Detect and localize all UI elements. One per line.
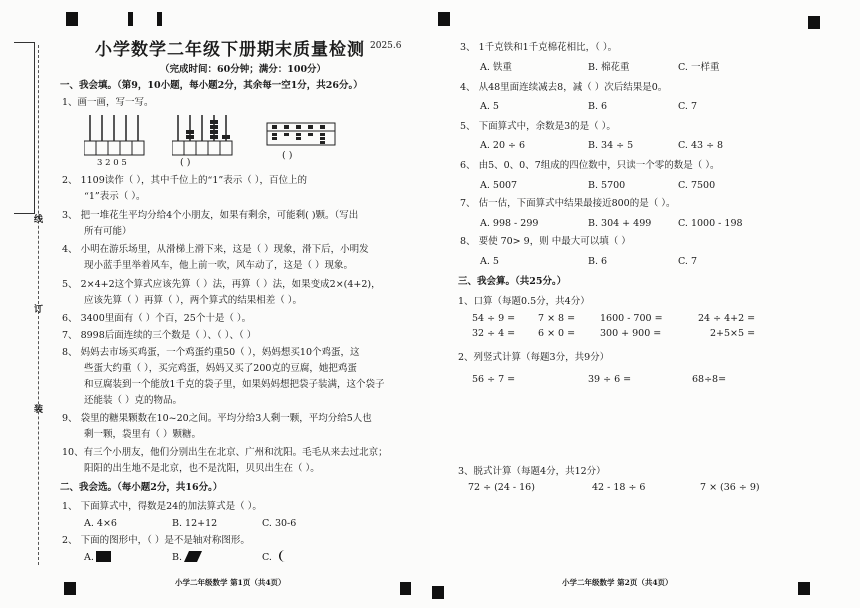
choice-question-4: 4、 从48里面连续减去8，减（ ）次后结果是0。 bbox=[460, 82, 668, 93]
oral-calc-item: 32 ÷ 4 = bbox=[472, 328, 516, 339]
choice-option: C. 43 ÷ 8 bbox=[678, 140, 724, 151]
registration-mark bbox=[66, 12, 78, 26]
step-calc-item: 7 × (36 ÷ 9) bbox=[700, 482, 760, 493]
question-8: 些蛋大约重（ ），买完鸡蛋，妈妈又买了200克的豆腐，她把鸡蛋 bbox=[84, 363, 357, 374]
question-4: 现小蓝手里举着风车，他上前一吹，风车动了，这是（ ）现象。 bbox=[84, 260, 354, 271]
choice-option: A. bbox=[84, 552, 94, 563]
registration-mark bbox=[438, 12, 450, 26]
step-calc-item: 72 ÷ (24 - 16) bbox=[468, 482, 535, 493]
choice-option: C. 7500 bbox=[678, 180, 716, 191]
margin-char: 订 bbox=[34, 305, 44, 315]
choice-option: C. 7 bbox=[678, 101, 698, 112]
choice-option: B. 6 bbox=[588, 256, 608, 267]
margin-char: 线 bbox=[34, 215, 44, 225]
choice-option: C. 一样重 bbox=[678, 62, 720, 73]
oral-calc-item: 54 ÷ 9 = bbox=[472, 313, 516, 324]
choice-option: C. 7 bbox=[678, 256, 698, 267]
choice-option: C. bbox=[262, 552, 272, 563]
choice-option: C. 30-6 bbox=[262, 518, 297, 529]
question-2: 2、 1109读作（ ），其中千位上的“1”表示（ ），百位上的 bbox=[62, 175, 308, 186]
square-shape-icon bbox=[96, 551, 111, 562]
page-footer: 小学二年级数学 第1页（共4页） bbox=[175, 578, 286, 587]
question-9: 剩一颗，袋里有（ ）颗糖。 bbox=[84, 429, 202, 440]
oral-calc-item: 6 × 0 = bbox=[538, 328, 576, 339]
parallelogram-shape-icon bbox=[184, 551, 202, 563]
section-heading: 一、我会填。（第9，10小题，每小题2分，其余每一空1分，共26分。） bbox=[60, 80, 363, 91]
choice-option: B. 12+12 bbox=[172, 518, 218, 529]
choice-question-2: 2、 下面的图形中，（ ）是不是轴对称图形。 bbox=[62, 535, 250, 546]
question-3: 3、 把一堆花生平均分给4个小朋友，如果有剩余，可能剩( )颗。（写出 bbox=[62, 210, 359, 221]
page-footer: 小学二年级数学 第2页（共4页） bbox=[562, 578, 673, 587]
choice-option: B. 5700 bbox=[588, 180, 626, 191]
choice-option: B. bbox=[172, 552, 183, 563]
choice-question-7: 7、 估一估，下面算式中结果最接近800的是（ ）。 bbox=[460, 198, 676, 209]
oral-calc-item: 2+5×5 = bbox=[710, 328, 756, 339]
question-8: 还能装（ ）克的物品。 bbox=[84, 395, 183, 406]
registration-mark bbox=[798, 582, 810, 595]
question-7: 7、 8998后面连续的三个数是（ ）、（ ）、（ ） bbox=[62, 330, 257, 341]
crescent-shape-icon bbox=[274, 549, 288, 563]
question-5: 5、 2×4+2这个算式应该先算（ ）法，再算（ ）法，如果变成2×(4+2)， bbox=[62, 279, 381, 290]
question-5: 应该先算（ ）再算（ ），两个算式的结果相差（ ）。 bbox=[84, 295, 303, 306]
registration-mark bbox=[808, 16, 820, 29]
question-8: 8、 妈妈去市场买鸡蛋，一个鸡蛋约重50（ ），妈妈想买10个鸡蛋，这 bbox=[62, 347, 360, 358]
registration-mark bbox=[400, 582, 411, 595]
abacus-number: 3 2 0 5 bbox=[97, 158, 127, 168]
exam-info: （完成时间：60分钟；满分：100分） bbox=[160, 64, 327, 75]
choice-option: A. 5 bbox=[480, 256, 499, 267]
answer-paren: ( ) bbox=[180, 157, 191, 168]
question-3: 所有可能） bbox=[84, 226, 132, 237]
vertical-calc-item: 39 ÷ 6 = bbox=[588, 374, 632, 385]
registration-mark bbox=[432, 586, 444, 599]
section-heading: 二、我会选。（每小题2分，共16分。） bbox=[60, 482, 223, 493]
question-8: 和豆腐装到一个能放1千克的袋子里，如果妈妈想把袋子装满，这个袋子 bbox=[84, 379, 385, 390]
choice-option: A. 5007 bbox=[480, 180, 518, 191]
right-page bbox=[430, 0, 860, 608]
registration-mark bbox=[128, 12, 133, 26]
choice-question-8: 8、 要使 70> 9，则 中最大可以填（ ） bbox=[460, 236, 631, 247]
margin-char: 装 bbox=[34, 405, 44, 415]
question-6: 6、 3400里面有（ ）个百，25个十是（ ）。 bbox=[62, 313, 252, 324]
choice-option: A. 998 - 299 bbox=[480, 218, 539, 229]
question-4: 4、 小明在游乐场里，从滑梯上滑下来，这是（ ）现象，滑下后，小明发 bbox=[62, 244, 369, 255]
vertical-calc-item: 68÷8= bbox=[692, 374, 727, 385]
choice-question-5: 5、 下面算式中，余数是3的是（ ）。 bbox=[460, 121, 616, 132]
step-calc-heading: 3、脱式计算（每题4分，共12分） bbox=[458, 466, 606, 477]
vertical-calc-item: 56 ÷ 7 = bbox=[472, 374, 516, 385]
choice-question-1: 1、 下面算式中，得数是24的加法算式是（ ）。 bbox=[62, 501, 262, 512]
binding-bracket bbox=[14, 42, 35, 214]
choice-option: C. 1000 - 198 bbox=[678, 218, 743, 229]
step-calc-item: 42 - 18 ÷ 6 bbox=[592, 482, 646, 493]
section-heading: 三、我会算。（共25分。） bbox=[458, 276, 567, 287]
choice-option: A. 5 bbox=[480, 101, 499, 112]
choice-option: B. 6 bbox=[588, 101, 608, 112]
abacus-figure-3 bbox=[266, 117, 338, 151]
vertical-calc-heading: 2、列竖式计算（每题3分，共9分） bbox=[458, 352, 610, 363]
oral-calc-item: 24 ÷ 4+2 = bbox=[698, 313, 756, 324]
choice-option: A. 铁重 bbox=[480, 62, 512, 73]
answer-paren: ( ) bbox=[282, 150, 293, 161]
page-title: 小学数学二年级下册期末质量检测 bbox=[95, 40, 365, 60]
registration-mark bbox=[157, 12, 162, 26]
choice-option: A. 4×6 bbox=[84, 518, 117, 529]
question-10: 10、有三个小朋友，他们分别出生在北京、广州和沈阳。毛毛从来去过北京； bbox=[62, 447, 388, 458]
choice-option: B. 304 + 499 bbox=[588, 218, 652, 229]
oral-calc-item: 300 + 900 = bbox=[600, 328, 662, 339]
choice-option: A. 20 ÷ 6 bbox=[480, 140, 526, 151]
exam-date: 2025.6 bbox=[370, 41, 402, 51]
choice-option: B. 34 ÷ 5 bbox=[588, 140, 634, 151]
oral-calc-item: 1600 - 700 = bbox=[600, 313, 663, 324]
choice-question-6: 6、 由5、0、0、7组成的四位数中，只读一个零的数是（ ）。 bbox=[460, 160, 720, 171]
question-2: “1”表示（ ）。 bbox=[84, 191, 146, 202]
oral-calc-item: 7 × 8 = bbox=[538, 313, 576, 324]
question-10: 阳阳的出生地不是北京，也不是沈阳，贝贝出生在（ ）。 bbox=[84, 463, 320, 474]
registration-mark bbox=[64, 582, 76, 595]
oral-calc-heading: 1、口算（每题0.5分，共4分） bbox=[458, 296, 590, 307]
choice-option: B. 棉花重 bbox=[588, 62, 630, 73]
question-9: 9、 袋里的糖果颗数在10~20之间。平均分给3人剩一颗，平均分给5人也 bbox=[62, 413, 372, 424]
choice-question-3: 3、 1千克铁和1千克棉花相比，（ ）。 bbox=[460, 42, 618, 53]
question-1: 1、画一画，写一写。 bbox=[62, 97, 154, 108]
